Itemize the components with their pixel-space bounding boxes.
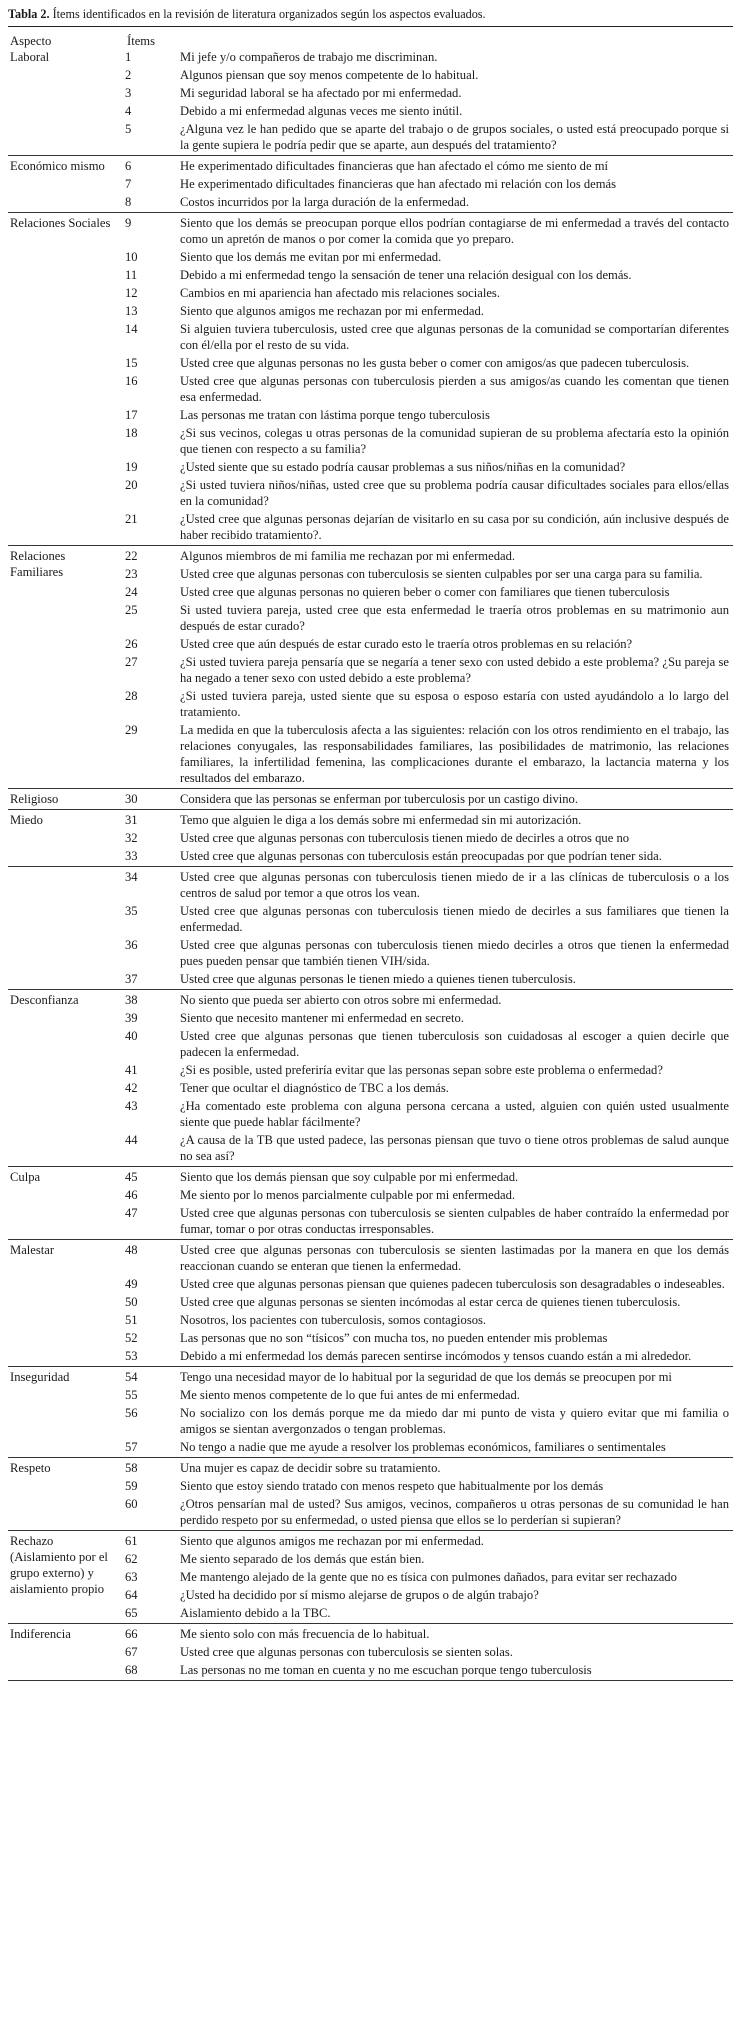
aspect-group — [8, 867, 733, 990]
table-row — [118, 355, 733, 371]
table-row — [118, 1533, 733, 1549]
item-text: ¿Si usted tuviera niños/niñas, usted cree que su problema podría causar dificultades sociales para ellos/ellas en la comunidad? — [180, 478, 729, 508]
item-text: ¿Alguna vez le han pedido que se aparte del trabajo o de grupos sociales, o usted está preocupado porque si la gente supiera le podría pedir que se aparte, aun después del tratamiento? — [180, 122, 729, 152]
item-text: Siento que estoy siendo tratado con menos respeto que habitualmente por los demás — [180, 1479, 604, 1493]
table-row — [118, 1169, 733, 1185]
table-row — [118, 303, 733, 319]
item-text: Usted cree que aún después de estar curado esto le traería otros problemas en su relación? — [180, 637, 633, 651]
item-number: 67 — [125, 1645, 138, 1659]
item-list — [118, 869, 733, 989]
table-row — [118, 373, 733, 405]
item-text: Las personas que no son “tísicos” con mucha tos, no pueden entender mis problemas — [180, 1331, 608, 1345]
item-number: 37 — [125, 972, 138, 986]
item-number: 63 — [125, 1570, 138, 1584]
item-number: 54 — [125, 1370, 138, 1384]
item-number: 65 — [125, 1606, 138, 1620]
table-row — [118, 1276, 733, 1292]
item-text: Usted cree que algunas personas le tienen miedo a quienes tienen tuberculosis. — [180, 972, 576, 986]
item-number: 16 — [125, 374, 138, 388]
aspect-group — [8, 810, 733, 867]
table-row — [118, 654, 733, 686]
item-text: Usted cree que algunas personas piensan que quienes padecen tuberculosis son desagradables o indeseables. — [180, 1277, 725, 1291]
item-text: Tengo una necesidad mayor de lo habitual por la seguridad de que los demás se preocupen por mi — [180, 1370, 672, 1384]
item-number: 42 — [125, 1081, 138, 1095]
item-text: Si alguien tuviera tuberculosis, usted cree que algunas personas de la comunidad se comportarían diferentes con él/ella por el resto de su vida. — [180, 322, 729, 352]
aspect-label: Culpa — [10, 1170, 41, 1184]
item-number: 40 — [125, 1029, 138, 1043]
item-number: 10 — [125, 250, 138, 264]
item-text: No tengo a nadie que me ayude a resolver los problemas económicos, familiares o sentimentales — [180, 1440, 666, 1454]
item-text: ¿A causa de la TB que usted padece, las personas piensan que tuvo o tiene otros problemas de salud aunque no sea así? — [180, 1133, 729, 1163]
table-row — [118, 1080, 733, 1096]
table-row — [118, 194, 733, 210]
item-number: 32 — [125, 831, 138, 845]
table-row — [118, 1242, 733, 1274]
table-row — [118, 1294, 733, 1310]
table-row — [118, 971, 733, 987]
item-list — [118, 1626, 733, 1680]
item-text: Tener que ocultar el diagnóstico de TBC a los demás. — [180, 1081, 449, 1095]
item-list — [118, 49, 733, 155]
aspect-group — [8, 156, 733, 213]
table-row — [118, 937, 733, 969]
aspect-label: Rechazo (Aislamiento por el grupo externo) y aislamiento propio — [10, 1534, 108, 1596]
table-row — [118, 85, 733, 101]
table-row — [118, 285, 733, 301]
table-row — [118, 636, 733, 652]
item-number: 3 — [125, 86, 132, 100]
aspect-label: Malestar — [10, 1243, 55, 1257]
item-text: Usted cree que algunas personas con tuberculosis se sienten culpables de haber contraído la enfermedad por fumar, tomar o por otras conductas irresponsables. — [180, 1206, 729, 1236]
aspect-label: Relaciones Sociales — [10, 216, 111, 230]
item-text: ¿Si usted tuviera pareja, usted siente que su esposa o esposo estaría con usted ayudándolo a lo largo del tratamiento. — [180, 689, 729, 719]
item-number: 47 — [125, 1206, 138, 1220]
item-text: Debido a mi enfermedad algunas veces me siento inútil. — [180, 104, 463, 118]
item-number: 68 — [125, 1663, 138, 1677]
item-text: Usted cree que algunas personas con tuberculosis se sienten solas. — [180, 1645, 513, 1659]
item-number: 23 — [125, 567, 138, 581]
item-text: Usted cree que algunas personas con tuberculosis pierden a sus amigos/as cuando les comentan que tienen esa enfermedad. — [180, 374, 729, 404]
item-text: ¿Ha comentado este problema con alguna persona cercana a usted, alguien con quién usted usualmente siente que puede hablar fácilmente? — [180, 1099, 729, 1129]
item-number: 27 — [125, 655, 138, 669]
table-row — [118, 1132, 733, 1164]
item-number: 26 — [125, 637, 138, 651]
table-row — [118, 249, 733, 265]
table-row — [118, 1330, 733, 1346]
item-list — [118, 1242, 733, 1366]
aspect-group — [8, 213, 733, 546]
aspect-group — [8, 1624, 733, 1681]
item-number: 35 — [125, 904, 138, 918]
aspect-label: Económico mismo — [10, 159, 105, 173]
item-number: 49 — [125, 1277, 138, 1291]
item-list — [118, 1169, 733, 1239]
table-row — [118, 869, 733, 901]
header-aspect: Aspecto — [10, 34, 52, 48]
item-number: 28 — [125, 689, 138, 703]
item-number: 13 — [125, 304, 138, 318]
item-number: 38 — [125, 993, 138, 1007]
item-number: 5 — [125, 122, 132, 136]
table-row — [118, 848, 733, 864]
item-text: Usted cree que algunas personas con tuberculosis tienen miedo de decirles a sus familiares que tienen la enfermedad. — [180, 904, 729, 934]
item-text: Mi seguridad laboral se ha afectado por mi enfermedad. — [180, 86, 462, 100]
item-text: Me siento separado de los demás que están bien. — [180, 1552, 425, 1566]
table-row — [118, 176, 733, 192]
item-text: Usted cree que algunas personas con tuberculosis se sienten culpables por ser una carga para su familia. — [180, 567, 703, 581]
item-text: Algunos miembros de mi familia me rechazan por mi enfermedad. — [180, 549, 516, 563]
item-number: 43 — [125, 1099, 138, 1113]
item-number: 41 — [125, 1063, 138, 1077]
item-number: 34 — [125, 870, 138, 884]
item-number: 61 — [125, 1534, 138, 1548]
table-row — [118, 1460, 733, 1476]
item-list — [118, 215, 733, 545]
item-list — [118, 1533, 733, 1623]
item-text: Usted cree que algunas personas que tienen tuberculosis son cuidadosas al escoger a quien decirle que padecen la enfermedad. — [180, 1029, 729, 1059]
item-text: Las personas no me toman en cuenta y no me escuchan porque tengo tuberculosis — [180, 1663, 592, 1677]
item-list — [118, 992, 733, 1166]
aspect-group — [8, 1531, 733, 1624]
aspect-label: Indiferencia — [10, 1627, 71, 1641]
item-list — [118, 158, 733, 212]
item-number: 4 — [125, 104, 132, 118]
table-row — [118, 584, 733, 600]
item-text: Si usted tuviera pareja, usted cree que esta enfermedad le traería otros problemas en su matrimonio aun después de estar curado? — [180, 603, 729, 633]
aspect-group — [8, 1167, 733, 1240]
item-text: Siento que los demás piensan que soy culpable por mi enfermedad. — [180, 1170, 519, 1184]
item-text: ¿Si usted tuviera pareja pensaría que se negaría a tener sexo con usted debido a este problema? ¿Su pareja se ha negado a tener sexo con usted debido a este problema? — [180, 655, 729, 685]
aspect-label: Religioso — [10, 792, 59, 806]
table-row — [118, 1387, 733, 1403]
item-text: Costos incurridos por la larga duración de la enfermedad. — [180, 195, 469, 209]
item-number: 64 — [125, 1588, 138, 1602]
table-row — [118, 830, 733, 846]
item-text: Usted cree que algunas personas no quieren beber o comer con familiares que tienen tuberculosis — [180, 585, 670, 599]
table-row — [118, 1662, 733, 1678]
table-row — [118, 1187, 733, 1203]
item-text: No siento que pueda ser abierto con otros sobre mi enfermedad. — [180, 993, 502, 1007]
item-text: ¿Usted ha decidido por sí mismo alejarse de grupos o de algún trabajo? — [180, 1588, 539, 1602]
item-number: 22 — [125, 549, 138, 563]
item-number: 6 — [125, 159, 132, 173]
table-row — [118, 1478, 733, 1494]
item-text: Nosotros, los pacientes con tuberculosis, somos contagiosos. — [180, 1313, 487, 1327]
item-number: 57 — [125, 1440, 138, 1454]
item-number: 18 — [125, 426, 138, 440]
item-text: ¿Si sus vecinos, colegas u otras personas de la comunidad supieran de su problema afectaría esto la opinión que tienen con respecto a su familia? — [180, 426, 729, 456]
table-row — [118, 548, 733, 564]
item-number: 25 — [125, 603, 138, 617]
table-row — [118, 103, 733, 119]
table-body — [8, 49, 733, 1681]
item-number: 48 — [125, 1243, 138, 1257]
table-row — [118, 215, 733, 247]
item-text: Usted cree que algunas personas con tuberculosis están preocupadas por que podrían tener sida. — [180, 849, 662, 863]
item-text: Me siento menos competente de lo que fui antes de mi enfermedad. — [180, 1388, 520, 1402]
aspect-group — [8, 789, 733, 810]
table-row — [118, 49, 733, 65]
table-row — [118, 1569, 733, 1585]
table-caption — [8, 6, 733, 22]
item-number: 11 — [125, 268, 138, 282]
aspect-label: Laboral — [10, 50, 50, 64]
item-text: La medida en que la tuberculosis afecta a las siguientes: relación con los otros rendimiento en el trabajo, las relaciones conyugales, las responsabilidades familiares, las posibilidades de matrimonio, las relaciones familiares, la infertilidad femenina, las complicaciones durante el embarazo, la lactancia materna y los resultados del embarazo. — [180, 723, 729, 785]
item-number: 66 — [125, 1627, 138, 1641]
item-number: 31 — [125, 813, 138, 827]
table-row — [118, 1010, 733, 1026]
table-row — [118, 903, 733, 935]
item-text: Siento que los demás me evitan por mi enfermedad. — [180, 250, 442, 264]
table-row — [118, 321, 733, 353]
item-number: 45 — [125, 1170, 138, 1184]
item-text: Debido a mi enfermedad los demás parecen sentirse incómodos y tensos cuando están a mi alrededor. — [180, 1349, 692, 1363]
item-text: Una mujer es capaz de decidir sobre su tratamiento. — [180, 1461, 441, 1475]
table-row — [118, 1587, 733, 1603]
item-number: 50 — [125, 1295, 138, 1309]
item-text: Me siento por lo menos parcialmente culpable por mi enfermedad. — [180, 1188, 516, 1202]
caption-label: Tabla 2. — [8, 7, 50, 21]
table-row — [118, 812, 733, 828]
table-row — [118, 1626, 733, 1642]
item-text: Siento que algunos amigos me rechazan por mi enfermedad. — [180, 304, 484, 318]
aspect-label — [8, 869, 118, 989]
item-text: Aislamiento debido a la TBC. — [180, 1606, 331, 1620]
item-text: Siento que algunos amigos me rechazan por mi enfermedad. — [180, 1534, 484, 1548]
item-text: He experimentado dificultades financieras que han afectado el cómo me siento de mí — [180, 159, 609, 173]
item-text: Usted cree que algunas personas con tuberculosis se sienten lastimadas por la manera en que los demás reaccionan cuando se enteran que tienen la enfermedad. — [180, 1243, 729, 1273]
table-row — [118, 602, 733, 634]
item-text: Siento que los demás se preocupan porque ellos podrían contagiarse de mi enfermedad a través del contacto como un apretón de manos o por comer la comida que yo preparo. — [180, 216, 729, 246]
item-text: Siento que necesito mantener mi enfermedad en secreto. — [180, 1011, 464, 1025]
table-row — [118, 566, 733, 582]
table-row — [118, 1205, 733, 1237]
item-number: 14 — [125, 322, 138, 336]
table-row — [118, 477, 733, 509]
item-text: Me siento solo con más frecuencia de lo habitual. — [180, 1627, 430, 1641]
table-row — [118, 407, 733, 423]
aspect-label: Miedo — [10, 813, 43, 827]
item-number: 36 — [125, 938, 138, 952]
item-number: 59 — [125, 1479, 138, 1493]
item-text: No socializo con los demás porque me da miedo dar mi punto de vista y quiero evitar que mi familia o amigos se sientan avergonzados o tengan problemas. — [180, 1406, 729, 1436]
table-row — [118, 1551, 733, 1567]
item-text: ¿Usted siente que su estado podría causar problemas a sus niños/niñas en la comunidad? — [180, 460, 626, 474]
item-text: Usted cree que algunas personas con tuberculosis tienen miedo decirles a otros que tienen la enfermedad pues pueden pensar que también tienen VIH/sida. — [180, 938, 729, 968]
table-header — [8, 33, 733, 49]
item-number: 17 — [125, 408, 138, 422]
item-number: 9 — [125, 216, 132, 230]
aspect-label: Respeto — [10, 1461, 51, 1475]
item-text: ¿Si es posible, usted preferiría evitar que las personas sepan sobre este problema o enfermedad? — [180, 1063, 663, 1077]
table-row — [118, 1644, 733, 1660]
aspect-group — [8, 49, 733, 156]
item-number: 19 — [125, 460, 138, 474]
item-number: 33 — [125, 849, 138, 863]
aspect-group — [8, 1458, 733, 1531]
table-row — [118, 511, 733, 543]
item-text: Usted cree que algunas personas se sienten incómodas al estar cerca de quienes tienen tuberculosis. — [180, 1295, 681, 1309]
item-number: 1 — [125, 50, 132, 64]
aspect-group — [8, 990, 733, 1167]
aspect-label: Inseguridad — [10, 1370, 70, 1384]
item-list — [118, 812, 733, 866]
item-text: Las personas me tratan con lástima porque tengo tuberculosis — [180, 408, 490, 422]
item-text: Usted cree que algunas personas no les gusta beber o comer con amigos/as que padecen tuberculosis. — [180, 356, 690, 370]
item-number: 8 — [125, 195, 132, 209]
item-number: 7 — [125, 177, 132, 191]
item-number: 21 — [125, 512, 138, 526]
header-items: Ítems — [127, 34, 155, 48]
table-row — [118, 267, 733, 283]
item-text: Usted cree que algunas personas con tuberculosis tienen miedo de ir a las clínicas de tuberculosis o a los centros de salud por temor a que otros los vean. — [180, 870, 729, 900]
item-number: 12 — [125, 286, 138, 300]
table-row — [118, 1439, 733, 1455]
item-list — [118, 548, 733, 788]
table-row — [118, 1496, 733, 1528]
item-text: Temo que alguien le diga a los demás sobre mi enfermedad sin mi autorización. — [180, 813, 582, 827]
item-number: 20 — [125, 478, 138, 492]
item-text: Considera que las personas se enferman por tuberculosis por un castigo divino. — [180, 792, 579, 806]
item-list — [118, 1369, 733, 1457]
aspect-group — [8, 1367, 733, 1458]
table-row — [118, 121, 733, 153]
aspect-group — [8, 546, 733, 789]
table-row — [118, 1405, 733, 1437]
item-number: 51 — [125, 1313, 138, 1327]
item-number: 15 — [125, 356, 138, 370]
item-text: Algunos piensan que soy menos competente de lo habitual. — [180, 68, 479, 82]
table-row — [118, 1098, 733, 1130]
item-text: Debido a mi enfermedad tengo la sensación de tener una relación desigual con los demás. — [180, 268, 632, 282]
table-row — [118, 1605, 733, 1621]
item-text: Me mantengo alejado de la gente que no es tísica con pulmones dañados, para evitar ser rechazado — [180, 1570, 677, 1584]
table-row — [118, 67, 733, 83]
aspect-label: Relaciones Familiares — [10, 549, 66, 579]
item-number: 29 — [125, 723, 138, 737]
item-number: 58 — [125, 1461, 138, 1475]
item-text: ¿Usted cree que algunas personas dejarían de visitarlo en su casa por su condición, aún inclusive después de haber recibido tratamiento?. — [180, 512, 729, 542]
table-row — [118, 688, 733, 720]
table-row — [118, 722, 733, 786]
table-row — [118, 425, 733, 457]
item-number: 39 — [125, 1011, 138, 1025]
caption-text: Ítems identificados en la revisión de literatura organizados según los aspectos evaluados. — [49, 7, 486, 21]
item-number: 60 — [125, 1497, 138, 1511]
item-number: 2 — [125, 68, 132, 82]
table-row — [118, 1028, 733, 1060]
top-rule — [8, 26, 733, 27]
item-list — [118, 1460, 733, 1530]
item-number: 55 — [125, 1388, 138, 1402]
item-number: 56 — [125, 1406, 138, 1420]
item-list — [118, 791, 733, 809]
table-row — [118, 1312, 733, 1328]
table-row — [118, 158, 733, 174]
aspect-label: Desconfianza — [10, 993, 79, 1007]
table-row — [118, 992, 733, 1008]
item-number: 62 — [125, 1552, 138, 1566]
item-number: 52 — [125, 1331, 138, 1345]
table-row — [118, 791, 733, 807]
item-number: 44 — [125, 1133, 138, 1147]
item-number: 24 — [125, 585, 138, 599]
item-text: ¿Otros pensarían mal de usted? Sus amigos, vecinos, compañeros u otras personas de su comunidad le han perdido respeto por su enfermedad, o usted piensa que ellos se lo perderían si supieran? — [180, 1497, 729, 1527]
table-row — [118, 459, 733, 475]
item-number: 30 — [125, 792, 138, 806]
item-text: Cambios en mi apariencia han afectado mis relaciones sociales. — [180, 286, 500, 300]
item-text: He experimentado dificultades financieras que han afectado mi relación con los demás — [180, 177, 617, 191]
table-row — [118, 1348, 733, 1364]
table-row — [118, 1062, 733, 1078]
item-text: Mi jefe y/o compañeros de trabajo me discriminan. — [180, 50, 438, 64]
item-number: 53 — [125, 1349, 138, 1363]
item-number: 46 — [125, 1188, 138, 1202]
aspect-group — [8, 1240, 733, 1367]
item-text: Usted cree que algunas personas con tuberculosis tienen miedo de decirles a otros que no — [180, 831, 630, 845]
table-row — [118, 1369, 733, 1385]
